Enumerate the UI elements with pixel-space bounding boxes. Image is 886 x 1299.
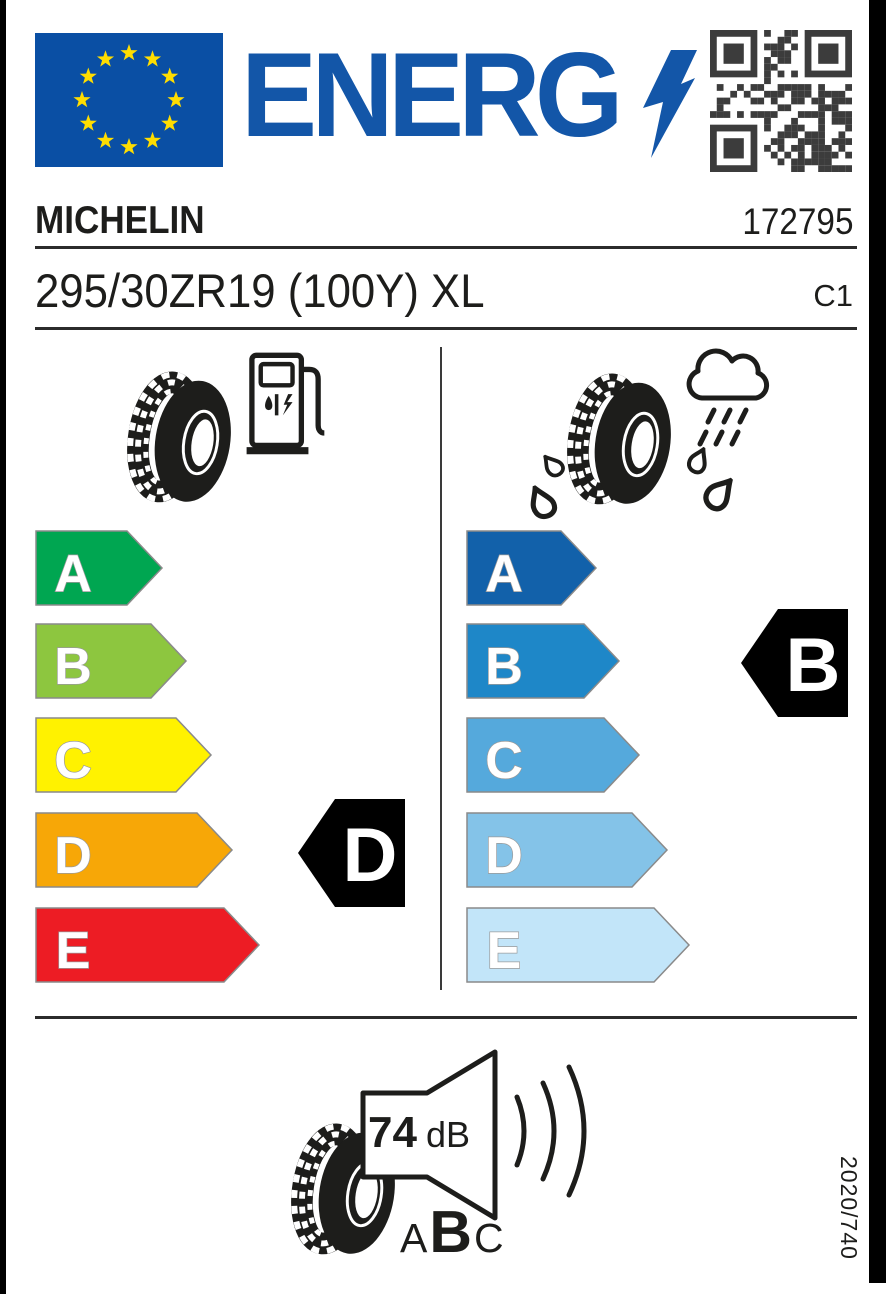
wet-grade-d-arrow bbox=[466, 812, 669, 889]
divider-line-3 bbox=[35, 1016, 857, 1019]
splash-drop-icon bbox=[519, 479, 566, 527]
energ-logo-text bbox=[241, 30, 618, 160]
svg-text:E: E bbox=[486, 922, 522, 980]
svg-text:B: B bbox=[54, 638, 92, 696]
wet-grade-c-arrow bbox=[466, 717, 641, 794]
eu-flag-icon bbox=[35, 33, 223, 167]
wet-grade-a-arrow bbox=[466, 530, 598, 607]
svg-text:E: E bbox=[55, 922, 91, 980]
noise-value-group bbox=[368, 1108, 470, 1158]
divider-line-2 bbox=[35, 327, 857, 330]
svg-text:C: C bbox=[54, 732, 92, 790]
energ-label: ENERG bbox=[241, 28, 618, 162]
svg-text:D: D bbox=[485, 827, 523, 885]
svg-text:D: D bbox=[54, 827, 92, 885]
svg-text:B: B bbox=[485, 638, 523, 696]
label-border-left bbox=[0, 0, 6, 1294]
svg-text:A: A bbox=[485, 545, 523, 603]
noise-class-a: A bbox=[400, 1215, 430, 1261]
fuel-grade-b-arrow bbox=[35, 623, 188, 700]
fuel-grade-a-arrow bbox=[35, 530, 164, 607]
divider-line-1 bbox=[35, 246, 857, 249]
svg-text:C: C bbox=[485, 732, 523, 790]
tyre-class: C1 bbox=[813, 278, 853, 313]
column-divider bbox=[440, 347, 442, 990]
noise-class-scale bbox=[400, 1198, 506, 1266]
tyre-size: 295/30ZR19 (100Y) XL bbox=[35, 264, 485, 317]
wet-tire-icon bbox=[566, 368, 684, 516]
label-border-right bbox=[869, 0, 886, 1283]
wet-grade-b-arrow bbox=[466, 623, 621, 700]
fuel-pump-icon bbox=[246, 350, 332, 456]
svg-text:A: A bbox=[54, 545, 92, 603]
noise-class-b-selected: B bbox=[429, 1199, 474, 1265]
noise-value: 74 bbox=[368, 1108, 417, 1157]
fuel-tire-icon bbox=[126, 366, 244, 514]
noise-class-c: C bbox=[473, 1215, 506, 1261]
svg-text:D: D bbox=[342, 813, 398, 898]
fuel-rating-arrow bbox=[297, 797, 407, 909]
wet-grade-e-arrow bbox=[466, 907, 691, 984]
qr-code-icon bbox=[710, 30, 852, 172]
fuel-grade-e-arrow bbox=[35, 907, 261, 984]
wet-rating-arrow bbox=[740, 607, 850, 719]
svg-text:B: B bbox=[785, 623, 841, 708]
lightning-bolt-icon bbox=[641, 48, 697, 160]
regulation-number: 2020/740 bbox=[836, 1156, 862, 1260]
fuel-grade-d-arrow bbox=[35, 812, 234, 889]
product-code: 172795 bbox=[741, 201, 853, 242]
brand-name: MICHELIN bbox=[35, 199, 205, 242]
fuel-grade-c-arrow bbox=[35, 717, 213, 794]
noise-unit: dB bbox=[425, 1114, 470, 1155]
